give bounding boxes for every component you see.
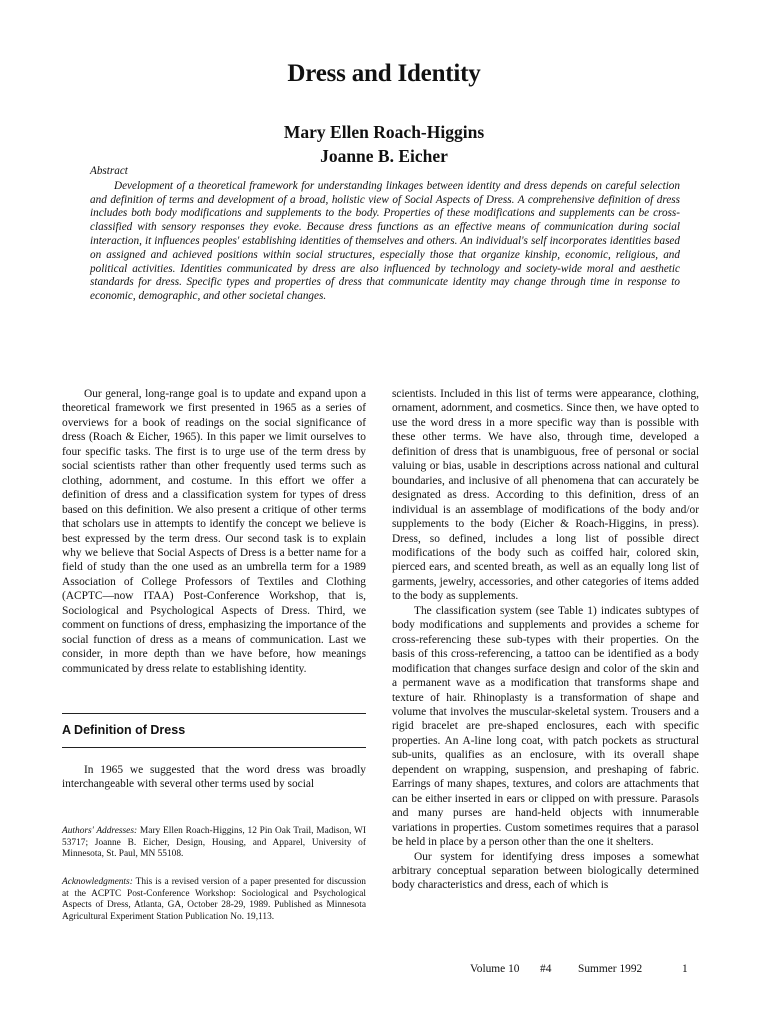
section-rule-top <box>62 713 366 714</box>
footnote-label: Authors' Addresses: <box>62 826 138 836</box>
footnote-text: Mary Ellen Roach-Higgins, 12 Pin Oak Trail, Madison, WI 53717; Joanne B. Eicher, Design, Housing, and Apparel, University of Minnesota, St. Paul, MN 55108. <box>62 826 367 860</box>
body-paragraph: The classification system (see Table 1) indicates subtypes of body modifications and supplements and provides a scheme for cross-referencing these sub-types with their properties. On the basis of this cross-referencing, a tattoo can be identified as a body modification that changes surface design and color of the skin and a permanent wave as a modification that transforms shape and texture of hair. Rhinoplasty is a transformation of shape and volume that involves the muscular-skeletal system. Trousers and a rigid bracelet are pre-shaped enclosures, each with specific properties. An A-line long coat, with patch pockets as structural sub-units, qualifies as an enclosure, with its overall shape dependent on wrapping, suspension, and preshaping of fabric. Earrings of many shapes, textures, and colors are attachments that can be either inserted in ears or clipped on with pressure. Parasols and many purses are hand-held objects with innumerable variations in properties. Custom sometimes requires that a parasol be held in place by a person other than the one it shelters. <box>392 604 699 849</box>
body-paragraph: Our system for identifying dress imposes a somewhat arbitrary conceptual separation between biologically determined body characteristics and dress, each of which is <box>392 850 699 892</box>
abstract <box>90 165 680 304</box>
left-column <box>62 387 366 676</box>
footer-season: Summer 1992 <box>578 963 643 975</box>
footnote-acknowledgments <box>62 877 366 923</box>
section-rule-bottom <box>62 747 366 748</box>
footer-issue: #4 <box>540 963 552 975</box>
author-name: Joanne B. Eicher <box>320 146 448 166</box>
paper-title: Dress and Identity <box>287 60 481 87</box>
footnote-text: This is a revised version of a paper presented for discussion at the ACPTC Post-Conference Workshop: Sociological and Psychological Aspects of Dress, Atlanta, GA, October 28-29, 1989. Published as Minnesota Agricultural Experiment Station Publication No. 19,113. <box>62 877 366 922</box>
left-column-continued <box>62 763 366 792</box>
abstract-text: Development of a theoretical framework for understanding linkages between identity and dress depends on careful selection and definition of terms and development of a broad, holistic view of Social Aspects of Dress. A comprehensive definition of dress includes both body modifications and supplements to the body. Properties of these modifications and supplements can be cross-classified with sensory responses they evoke. Because dress functions as an effective means of communication during social interaction, it influences peoples' establishing identities of themselves and others. An individual's self incorporates identities based on assigned and achieved positions within social structures, especially those that organize kinship, economic, religious, and political activities. Identities communicated by dress are also influenced by technology and society-wide moral and aesthetic standards for dress. Specific types and properties of dress that communicate identity may change through time in response to economic, demographic, and other societal changes. <box>90 179 680 303</box>
body-paragraph: scientists. Included in this list of terms were appearance, clothing, ornament, adornment, and cosmetics. Since then, we have opted to use the word dress in a more specific way than is possible with these other terms. We have also, through time, developed a definition of dress that is unambiguous, free of personal or social valuing or bias, usable in descriptions across national and cultural boundaries, and inclusive of all phenomena that can accurately be designated as dress. According to this definition, dress of an individual is an assemblage of modifications of the body and/or supplements to the body (Eicher & Roach-Higgins, in press). Dress, so defined, includes a long list of possible direct modifications of the body such as coiffed hair, colored skin, pierced ears, and scented breath, as well as an equally long list of garments, jewelry, accessories, and other categories of items added to the body as supplements. <box>392 388 699 603</box>
page-number: 1 <box>682 963 688 975</box>
footnote-label: Acknowledgments: <box>62 877 133 887</box>
body-paragraph: In 1965 we suggested that the word dress was broadly interchangeable with several other terms used by social <box>62 764 366 791</box>
footnote-addresses <box>62 826 366 861</box>
section-heading: A Definition of Dress <box>62 723 186 737</box>
abstract-label: Abstract <box>90 165 128 177</box>
author-list <box>0 120 768 168</box>
footer-volume: Volume 10 <box>470 963 520 975</box>
author-name: Mary Ellen Roach-Higgins <box>283 122 485 142</box>
right-column <box>392 387 699 893</box>
body-paragraph: Our general, long-range goal is to update and expand upon a theoretical framework we first presented in 1965 as a series of overviews for a book of readings on the social significance of dress (Roach & Eicher, 1965). In this paper we limit ourselves to four specific tasks. The first is to urge use of the term dress by social scientists rather than other frequently used terms such as clothing, adornment, and costume. In this effort we offer a definition of dress and a classification system for types of dress based on this definition. We also present a critique of other terms that scholars use in attempts to identify the concept we believe is best expressed by the term dress. Our second task is to explain why we believe that Social Aspects of Dress is a better name for a field of study than the one used as an umbrella term for a 1989 Association of College Professors of Textiles and Clothing (ACPTC—now ITAA) Post-Conference Workshop, that is, Sociological and Psychological Aspects of Dress. Third, we comment on functions of dress, emphasizing the importance of the social function of dress as a means of communication. Last we consider, in more depth than we have before, how meanings communicated by dress relate to establishing identity. <box>62 388 366 675</box>
